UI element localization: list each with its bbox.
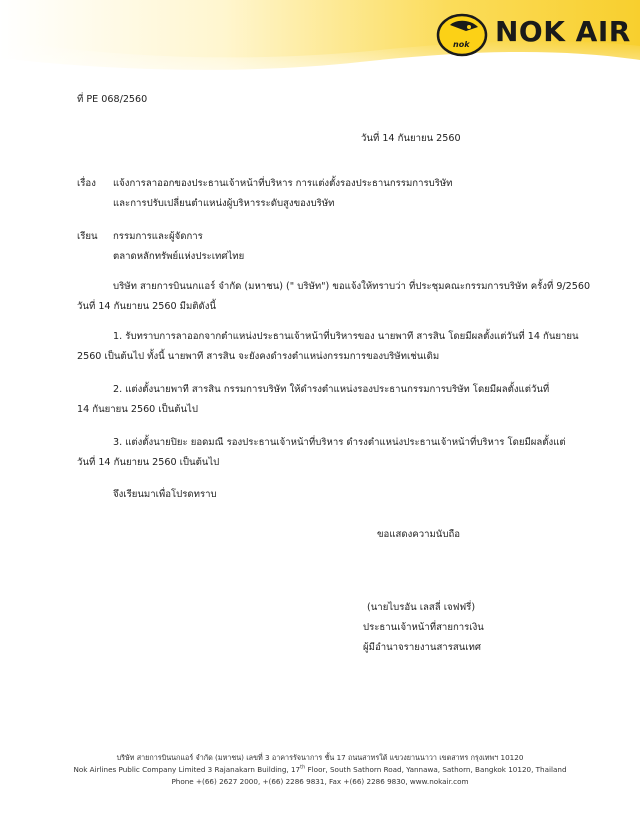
footer-contact: Phone +(66) 2627 2000, +(66) 2286 9831, Fax +(66) 2286 9830, www.nokair.com: [171, 777, 469, 786]
subject-line-2: และการปรับเปลี่ยนตำแหน่งผู้บริหารระดับสูงของบริษัท: [113, 198, 335, 209]
signer-title-2: ผู้มีอำนาจรายงานสารสนเทศ: [363, 642, 481, 653]
signer-name: (นายไบรอัน เลสลี่ เจฟฟรี่): [367, 602, 476, 613]
recipient-label: เรียน: [77, 231, 98, 242]
brand-name: NOK AIR: [495, 15, 631, 48]
footer-address-part-a: Nok Airlines Public Company Limited 3 Rajanakarn Building, 17: [73, 765, 301, 774]
subject-line-1: แจ้งการลาออกของประธานเจ้าหน้าที่บริหาร การแต่งตั้งรองประธานกรรมการบริษัท: [113, 178, 453, 189]
resolution-2-line-1: 2. แต่งตั้งนายพาที สารสิน กรรมการบริษัท ให้ดำรงตำแหน่งรองประธานกรรมการบริษัท โดยมีผลตั้งแต่วันที่: [113, 384, 550, 395]
recipient-line-1: กรรมการและผู้จัดการ: [113, 231, 203, 242]
regards: ขอแสดงความนับถือ: [377, 529, 461, 540]
logo-word: nok: [453, 40, 470, 49]
intro-line-2: วันที่ 14 กันยายน 2560 มีมติดังนี้: [77, 301, 216, 312]
nok-bird-logo-icon: [436, 11, 488, 57]
closing-line: จึงเรียนมาเพื่อโปรดทราบ: [113, 489, 217, 500]
recipient-line-2: ตลาดหลักทรัพย์แห่งประเทศไทย: [113, 251, 245, 262]
footer-address-english: [0, 765, 640, 774]
resolution-1-line-1: 1. รับทราบการลาออกจากตำแหน่งประธานเจ้าหน้าที่บริหารของ นายพาที สารสิน โดยมีผลตั้งแต่วันที่ 14 กันยายน: [113, 331, 579, 342]
resolution-1-line-2: 2560 เป็นต้นไป ทั้งนี้ นายพาที สารสิน จะยังคงดำรงตำแหน่งกรรมการของบริษัทเช่นเดิม: [77, 351, 440, 362]
footer-address-sup: th: [300, 764, 306, 771]
footer-address-part-b: Floor, South Sathorn Road, Yannawa, Sathorn, Bangkok 10120, Thailand: [305, 765, 567, 774]
letter-date: วันที่ 14 กันยายน 2560: [361, 133, 461, 144]
resolution-3-line-2: วันที่ 14 กันยายน 2560 เป็นต้นไป: [77, 457, 220, 468]
reference-number: ที่ PE 068/2560: [77, 94, 148, 105]
intro-line-1: บริษัท สายการบินนกแอร์ จำกัด (มหาชน) (" บริษัท") ขอแจ้งให้ทราบว่า ที่ประชุมคณะกรรมการบริษัท ครั้งที่ 9/2560: [113, 281, 591, 292]
resolution-2-line-2: 14 กันยายน 2560 เป็นต้นไป: [77, 404, 198, 415]
subject-label: เรื่อง: [77, 178, 96, 189]
signer-title-1: ประธานเจ้าหน้าที่สายการเงิน: [363, 622, 484, 633]
footer-address-thai: บริษัท สายการบินนกแอร์ จำกัด (มหาชน) เลขที่ 3 อาคารรัจนาการ ชั้น 17 ถนนสาทรใต้ แขวงยานนาวา เขตสาทร กรุงเทพฯ 10120: [116, 753, 524, 762]
resolution-3-line-1: 3. แต่งตั้งนายปิยะ ยอดมณี รองประธานเจ้าหน้าที่บริหาร ดำรงตำแหน่งประธานเจ้าหน้าที่บริหาร โดยมีผลตั้งแต่: [113, 437, 566, 448]
